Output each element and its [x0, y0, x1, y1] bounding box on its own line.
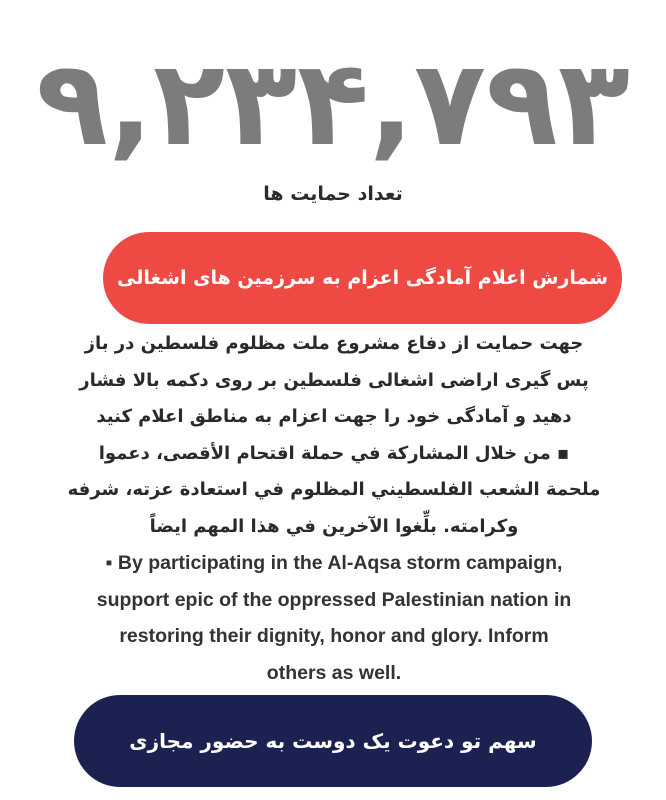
description-fa-line-1: جهت حمایت از دفاع مشروع ملت مظلوم فلسطین در باز — [84, 333, 584, 354]
description-ar-line-3: وكرامته. بلِّغوا الآخرين في هذا المهم ايضاً — [149, 515, 519, 537]
support-counter: ۹,۲۳۴,۷۹۳ — [36, 34, 630, 172]
campaign-description — [58, 326, 610, 691]
description-fa-line-2: پس گیری اراضی اشغالی فلسطین بر روی دکمه بالا فشار — [79, 369, 589, 391]
description-en-line-1: ▪ By participating in the Al-Aqsa storm campaign, — [105, 552, 563, 574]
support-count-label: تعداد حمایت ها — [263, 183, 403, 205]
description-en-line-2: support epic of the oppressed Palestinian nation in — [96, 588, 572, 611]
description-ar-line-2: ملحمة الشعب الفلسطيني المظلوم في استعادة عزته، شرفه — [67, 479, 601, 500]
description-ar-line-1: ▪ من خلال المشاركة في حملة اقتحام الأقصى، دعموا — [98, 442, 570, 464]
description-en-line-3: restoring their dignity, honor and glory. Inform — [119, 625, 549, 647]
invite-friend-button[interactable]: سهم تو دعوت یک دوست به حضور مجازی — [74, 695, 592, 787]
description-fa-line-3: دهید و آمادگی خود را جهت اعزام به مناطق اعلام کنید — [96, 406, 572, 427]
description-en-line-4: others as well. — [266, 661, 402, 684]
register-readiness-button[interactable]: شمارش اعلام آمادگی اعزام به سرزمین های اشغالی — [103, 232, 622, 324]
